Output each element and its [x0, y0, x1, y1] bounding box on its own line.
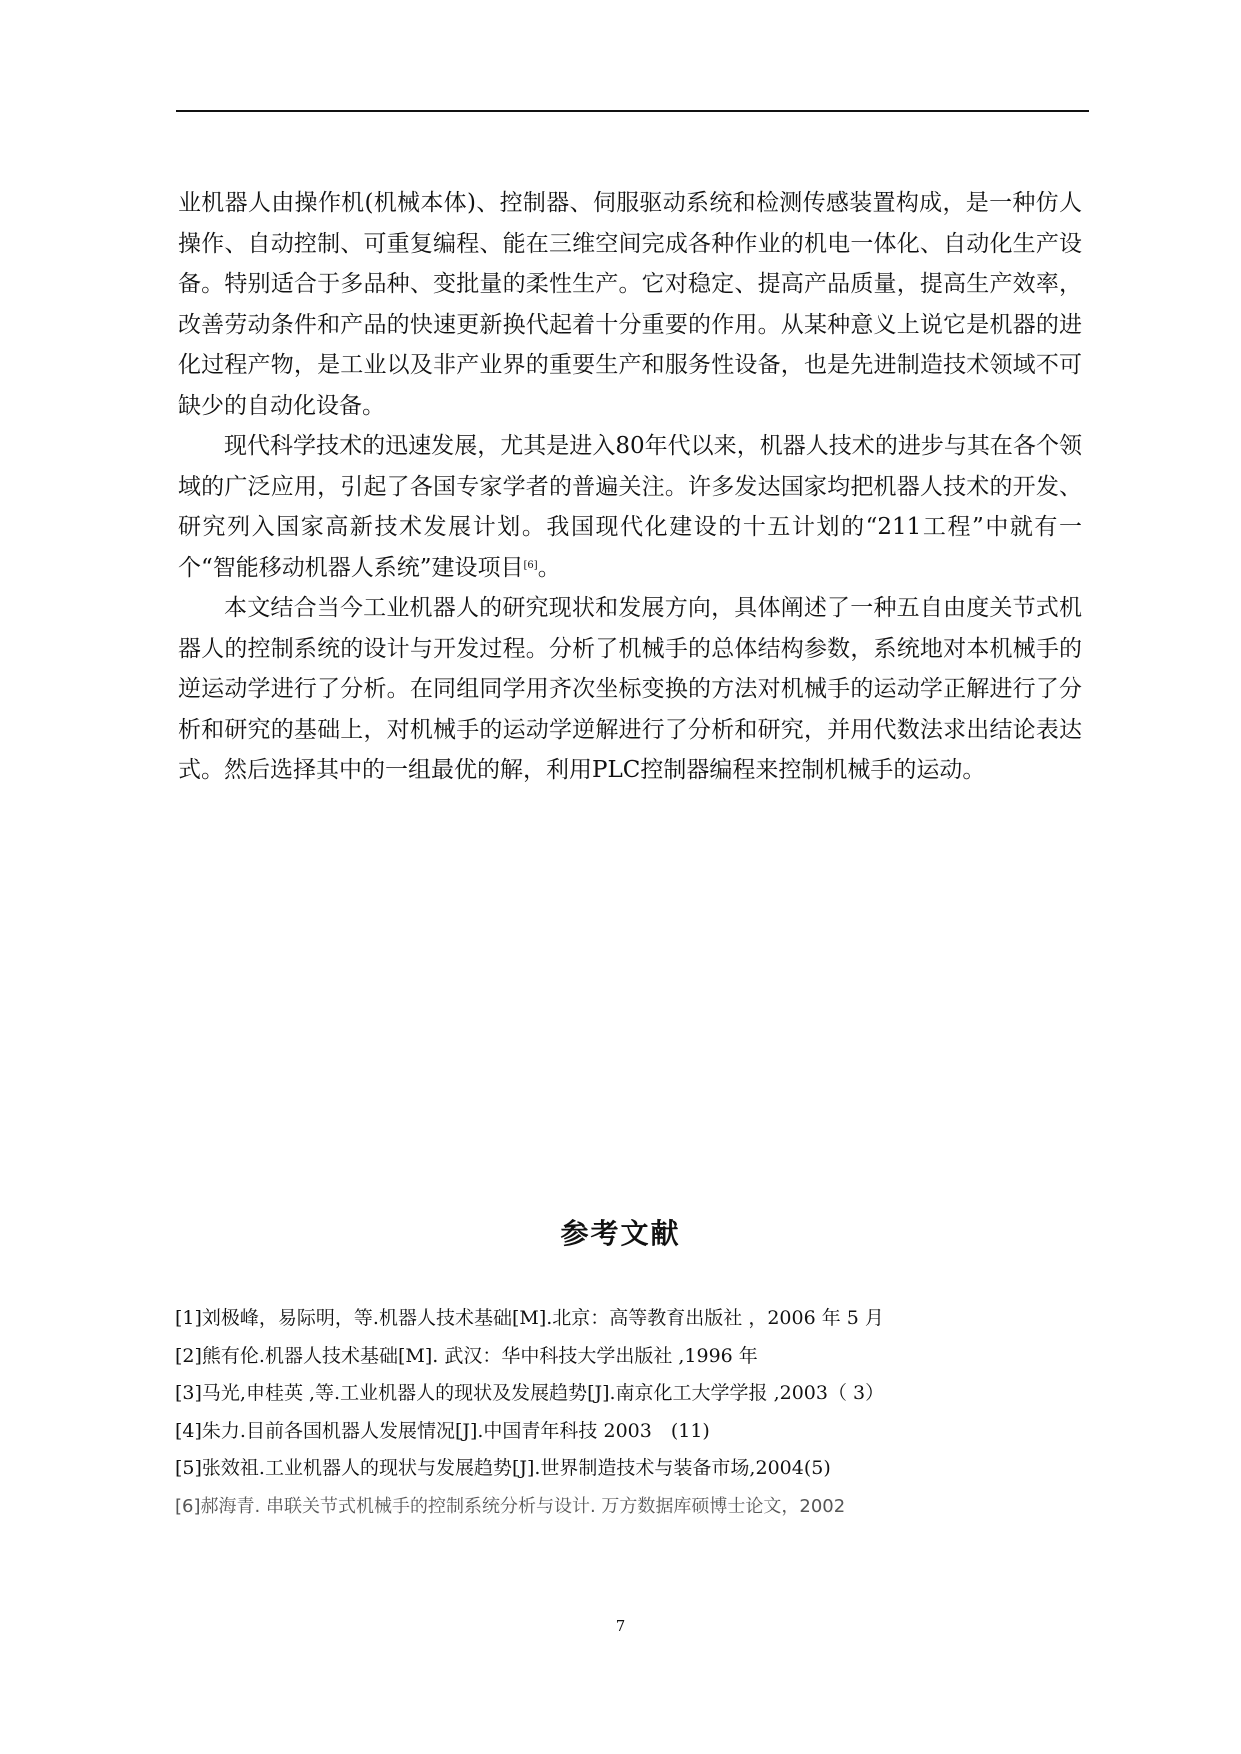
paragraph-2-end: 。	[537, 554, 561, 581]
reference-item: [3]马光,申桂英 ,等.工业机器人的现状及发展趋势[J].南京化工大学学报 ,2003（ 3）	[175, 1382, 885, 1404]
paragraph-3: 本文结合当今工业机器人的研究现状和发展方向，具体阐述了一种五自由度关节式机器人的控制系统的设计与开发过程。分析了机械手的总体结构参数，系统地对本机械手的逆运动学进行了分析。在同组同学用齐次坐标变换的方法对机械手的运动学正解进行了分析和研究的基础上，对机械手的运动学逆解进行了分析和研究，并用代数法求出结论表达式。然后选择其中的一组最优的解，利用PLC控制器编程来控制机械手的运动。	[178, 595, 1082, 783]
reference-item: [1]刘极峰，易际明，等.机器人技术基础[M].北京：高等教育出版社 ，2006 年 5 月	[175, 1307, 884, 1329]
reference-item: [6]郝海青. 串联关节式机械手的控制系统分析与设计. 万方数据库硕博士论文，2002	[175, 1495, 846, 1517]
reference-item: [5]张效祖.工业机器人的现状与发展趋势[J].世界制造技术与装备市场,2004(5)	[175, 1457, 831, 1479]
paragraph-1: 业机器人由操作机(机械本体)、控制器、伺服驱动系统和检测传感装置构成，是一种仿人操作、自动控制、可重复编程、能在三维空间完成各种作业的机电一体化、自动化生产设备。特别适合于多品种、变批量的柔性生产。它对稳定、提高产品质量，提高生产效率，改善劳动条件和产品的快速更新换代起着十分重要的作用。从某种意义上说它是机器的进化过程产物，是工业以及非产业界的重要生产和服务性设备，也是先进制造技术领域不可缺少的自动化设备。	[178, 190, 1082, 419]
page-number: 7	[615, 1617, 626, 1635]
paragraph-2	[178, 426, 1082, 588]
reference-item: [2]熊有伦.机器人技术基础[M]. 武汉：华中科技大学出版社 ,1996 年	[175, 1344, 758, 1367]
references-title: 参考文献	[560, 1217, 681, 1250]
citation-marker: [6]	[523, 559, 538, 571]
body-text	[178, 183, 1082, 791]
references-list	[175, 1300, 1085, 1525]
reference-item: [4]朱力.目前各国机器人发展情况[J].中国青年科技 2003 (11)	[175, 1419, 710, 1442]
header-rule	[176, 110, 1089, 112]
paragraph-2-text: 现代科学技术的迅速发展，尤其是进入80年代以来，机器人技术的进步与其在各个领域的广泛应用，引起了各国专家学者的普遍关注。许多发达国家均把机器人技术的开发、研究列入国家高新技术发展计划。我国现代化建设的十五计划的“211工程”中就有一个“智能移动机器人系统”建设项目	[178, 433, 1082, 581]
